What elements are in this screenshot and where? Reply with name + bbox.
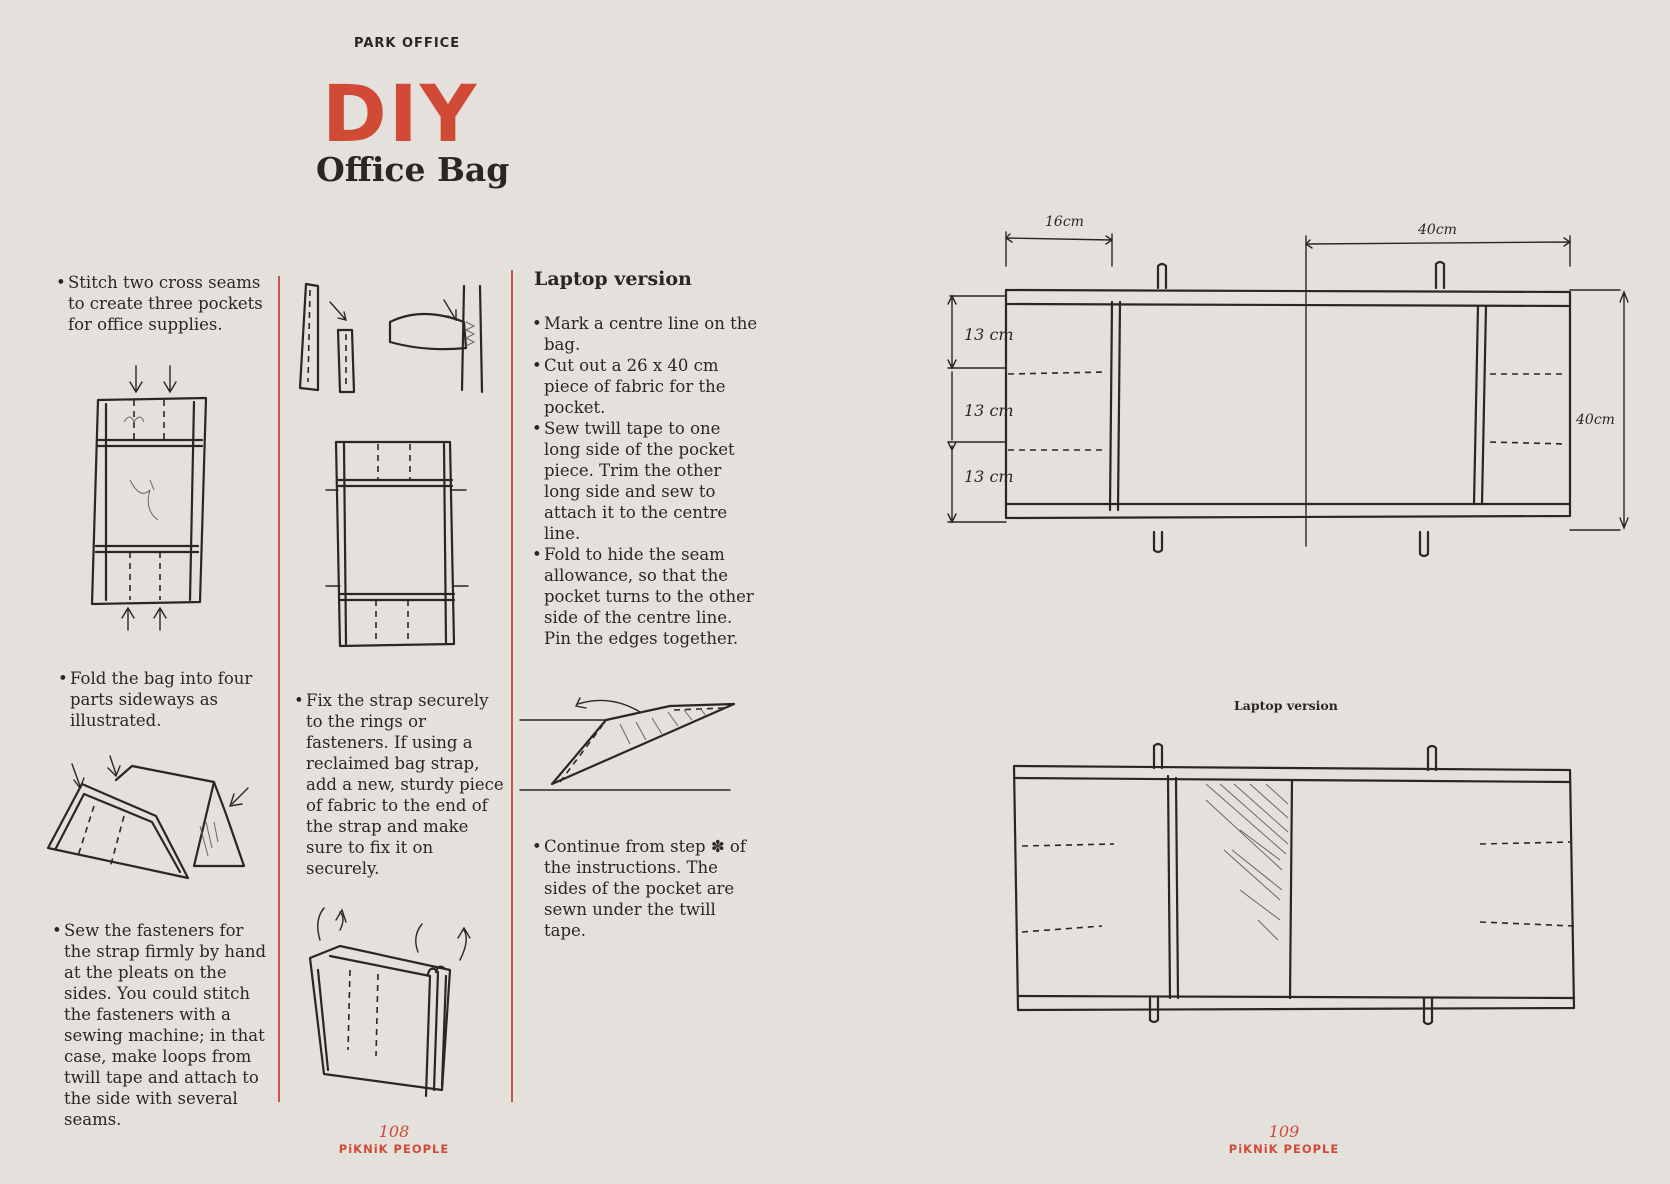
step-text: • Stitch two cross seams to create three pockets for office supplies. (56, 272, 276, 335)
step-text: • Mark a centre line on the bag. (532, 313, 760, 355)
instruction-step (532, 836, 760, 941)
instruction-list (532, 313, 760, 649)
dim-label: 13 cm (964, 467, 1014, 486)
page-number: 108 (378, 1122, 410, 1141)
instruction-step (294, 690, 506, 879)
dim-label: 40cm (1418, 222, 1457, 238)
step-text: • Sew the fasteners for the strap firmly by hand at the pleats on the sides. You could stitch the fasteners with a sewing machine; in that case, make loops from twill tape and attach to the side with several seams. (52, 920, 272, 1130)
step-text: • Fix the strap securely to the rings or fasteners. If using a reclaimed bag strap, add a new, sturdy piece of fabric to the end of the strap and make sure to fix it on securely. (294, 690, 506, 879)
page-subtitle: Office Bag (316, 150, 510, 189)
sketch-pocket-fold (520, 690, 740, 800)
sketch-strap-pieces (296, 282, 496, 402)
page-title: DIY (322, 70, 479, 160)
dim-label: 13 cm (964, 401, 1014, 420)
page-number: 109 (1268, 1122, 1300, 1141)
dim-label: 13 cm (964, 325, 1014, 344)
column-divider (278, 276, 280, 1102)
instruction-step (52, 920, 272, 1130)
dim-label: 40cm (1576, 412, 1615, 428)
sketch-folded-bag (44, 756, 264, 906)
publication-name: PiKNiK PEOPLE (1228, 1142, 1340, 1156)
column-divider (511, 270, 513, 1102)
step-text: • Sew twill tape to one long side of the pocket piece. Trim the other long side and sew to attach it to the centre line. (532, 418, 760, 544)
diagram-caption: Laptop version (1234, 698, 1338, 713)
step-text: • Fold to hide the seam allowance, so that the pocket turns to the other side of the centre line. Pin the edges together. (532, 544, 760, 649)
instruction-step (58, 668, 258, 731)
step-text: • Fold the bag into four parts sideways as illustrated. (58, 668, 258, 731)
dimension-diagram (930, 206, 1630, 566)
dim-label: 16cm (1045, 214, 1084, 230)
sketch-cross-seams (90, 360, 220, 640)
step-text: • Continue from step ✽ of the instructions. The sides of the pocket are sewn under the twill tape. (532, 836, 760, 941)
instruction-step (56, 272, 276, 335)
section-kicker: PARK OFFICE (354, 36, 461, 51)
step-text: • Cut out a 26 x 40 cm piece of fabric for the pocket. (532, 355, 760, 418)
laptop-version-diagram (1010, 740, 1590, 1040)
sketch-strap-attached (300, 900, 480, 1100)
sketch-bag-fasteners (326, 440, 476, 650)
section-heading: Laptop version (534, 268, 692, 290)
publication-name: PiKNiK PEOPLE (338, 1142, 450, 1156)
